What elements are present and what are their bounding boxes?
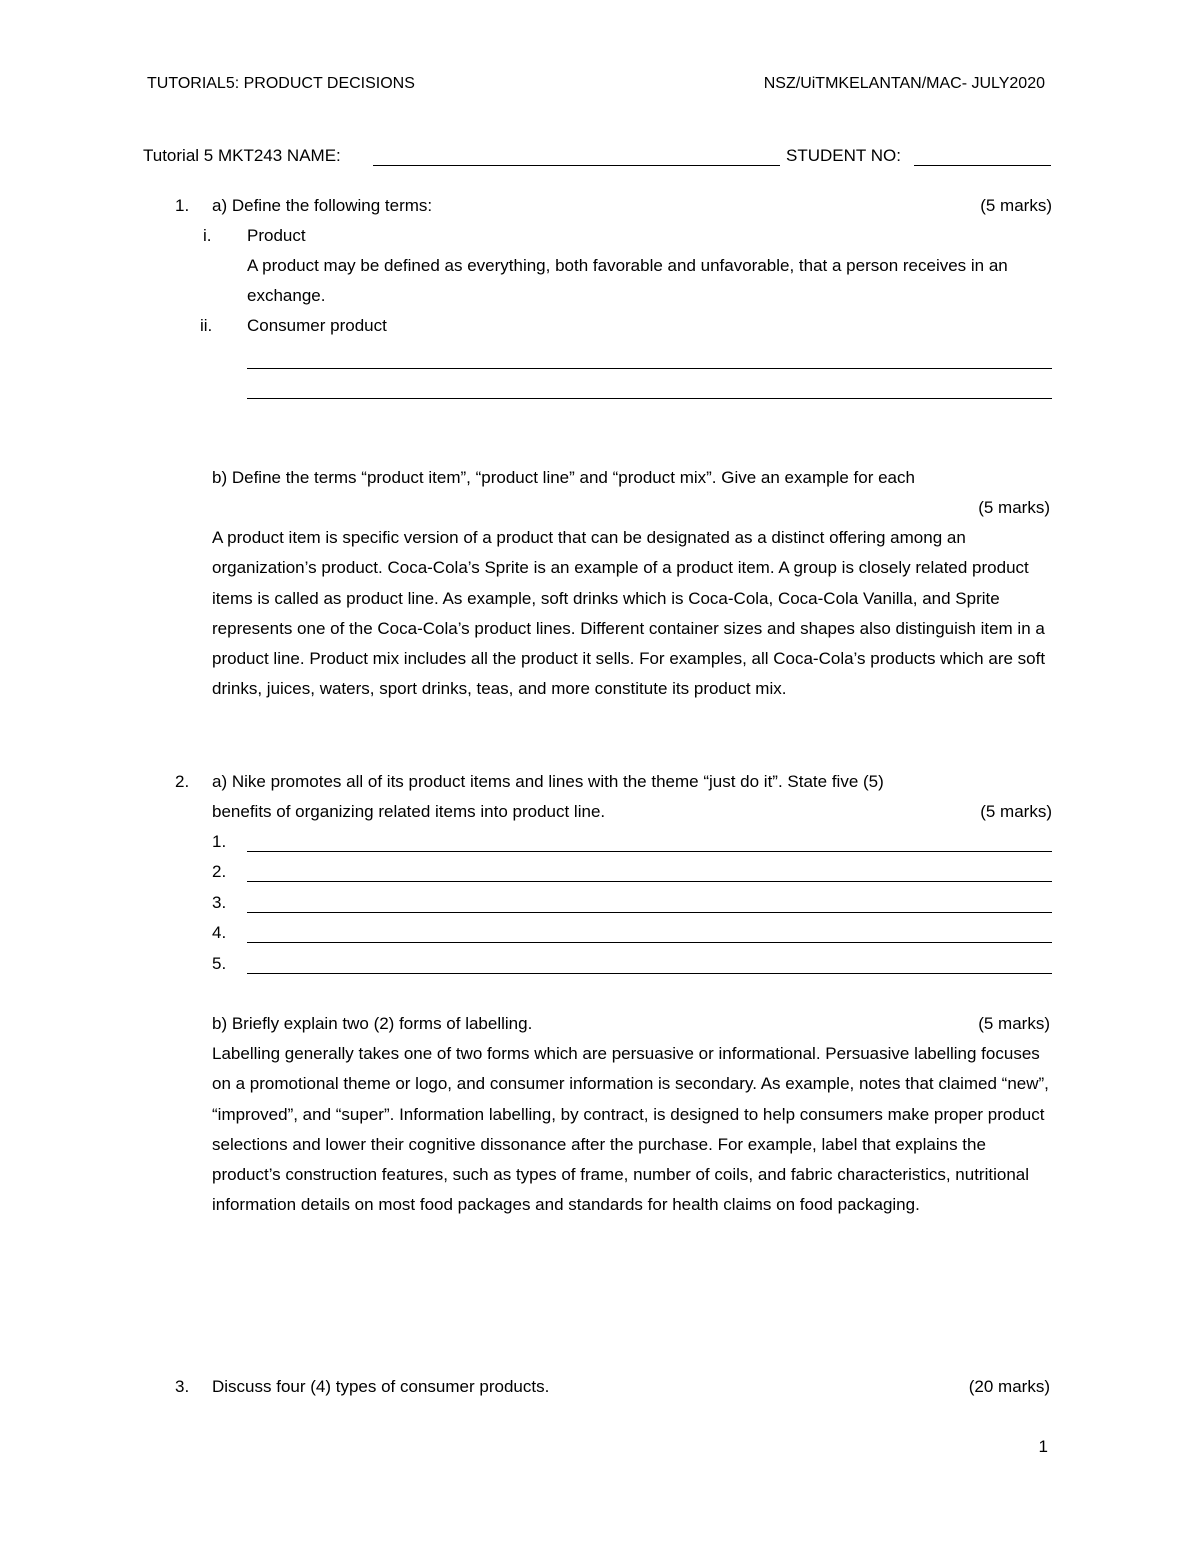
- blank-number-4: 4.: [212, 923, 227, 942]
- question-1a-i-number: i.: [203, 226, 212, 245]
- name-label: Tutorial 5 MKT243 NAME:: [143, 146, 341, 165]
- question-1a-i-term: Product: [247, 226, 306, 245]
- blank-number-3: 3.: [212, 893, 227, 912]
- question-2b-marks: (5 marks): [978, 1014, 1050, 1033]
- question-1b-marks: (5 marks): [978, 498, 1050, 517]
- question-1a-ii-number: ii.: [200, 316, 213, 335]
- question-1a-text: a) Define the following terms:: [212, 196, 433, 215]
- question-1-number: 1.: [175, 196, 190, 215]
- question-3-marks: (20 marks): [968, 1377, 1050, 1396]
- question-1a-marks: (5 marks): [980, 196, 1052, 215]
- answer-line-1a-ii-2[interactable]: [247, 398, 1052, 399]
- question-1b-text: b) Define the terms “product item”, “product line” and “product mix”. Give an example for each: [212, 468, 915, 487]
- blank-number-5: 5.: [212, 954, 227, 973]
- question-2a-marks: (5 marks): [980, 802, 1052, 821]
- question-1a-i-answer: A product may be defined as everything, both favorable and unfavorable, that a person receives in an exchange.: [247, 256, 1008, 306]
- header-title: TUTORIAL5: PRODUCT DECISIONS: [147, 75, 415, 92]
- question-2b-answer: Labelling generally takes one of two forms which are persuasive or informational. Persuasive labelling focuses on a promotional theme or logo, and consumer information is secondary. As example, notes that claimed “new”, “improved”, and “super”. Information labelling, by contract, is designed to help consumers make proper product selections and lower their cognitive dissonance after the purchase. For example, label that explains the product’s construction features, such as types of frame, number of coils, and fabric characteristics, nutritional information details on most food packages and standards for health claims on food packaging.: [212, 1044, 1049, 1215]
- question-1a-ii-term: Consumer product: [247, 316, 387, 335]
- question-2a-text-line-1: a) Nike promotes all of its product items and lines with the theme “just do it”. State five (5): [212, 772, 884, 791]
- page-number: 1: [1038, 1437, 1048, 1456]
- answer-line-1a-ii-1[interactable]: [247, 368, 1052, 369]
- blank-number-2: 2.: [212, 862, 227, 881]
- question-2-number: 2.: [175, 772, 190, 791]
- question-2a-text-line-2: benefits of organizing related items into product line.: [212, 802, 606, 821]
- answer-line-2a-2[interactable]: [247, 881, 1052, 882]
- student-no-blank-line[interactable]: [914, 165, 1051, 166]
- answer-line-2a-1[interactable]: [247, 851, 1052, 852]
- answer-line-2a-3[interactable]: [247, 912, 1052, 913]
- question-1b-answer: A product item is specific version of a product that can be designated as a distinct offering among an organization’s product. Coca-Cola’s Sprite is an example of a product item. A group is closely related product items is called as product line. As example, soft drinks which is Coca-Cola, Coca-Cola Vanilla, and Sprite represents one of the Coca-Cola’s product lines. Different container sizes and shapes also distinguish item in a product line. Product mix includes all the product it sells. For examples, all Coca-Cola’s products which are soft drinks, juices, waters, sport drinks, teas, and more constitute its product mix.: [212, 528, 1046, 699]
- blank-number-1: 1.: [212, 832, 227, 851]
- student-no-label: STUDENT NO:: [786, 146, 901, 165]
- answer-line-2a-5[interactable]: [247, 973, 1052, 974]
- header-course-code: NSZ/UiTMKELANTAN/MAC- JULY2020: [763, 75, 1045, 92]
- answer-line-2a-4[interactable]: [247, 942, 1052, 943]
- name-blank-line[interactable]: [373, 165, 780, 166]
- question-2b-text: b) Briefly explain two (2) forms of labelling.: [212, 1014, 533, 1033]
- question-3-number: 3.: [175, 1377, 190, 1396]
- question-3-text: Discuss four (4) types of consumer products.: [212, 1377, 550, 1396]
